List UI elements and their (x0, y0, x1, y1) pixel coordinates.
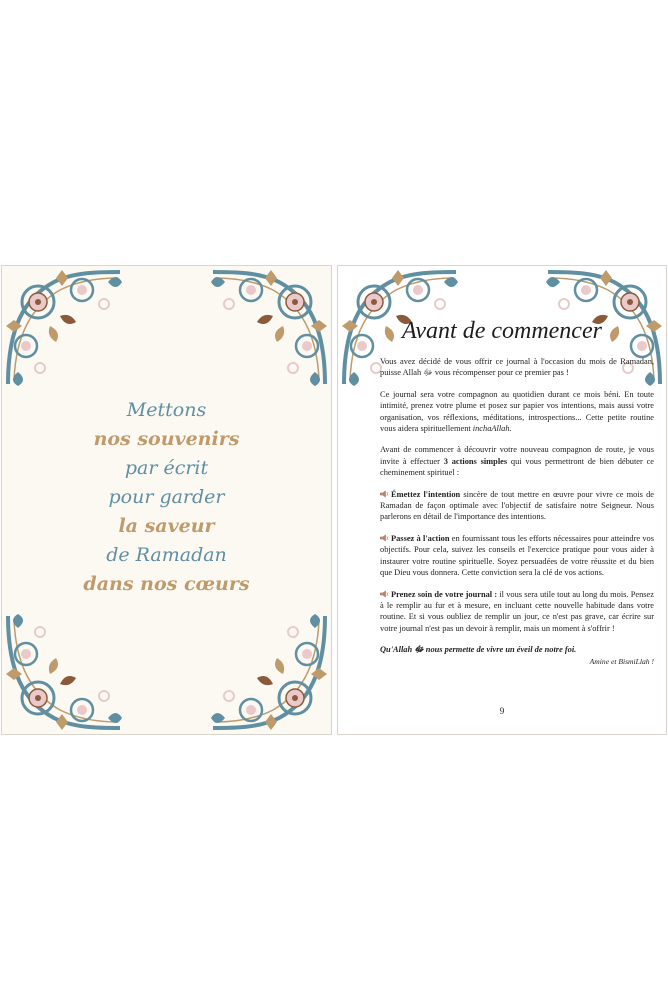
quote-line: par écrit (124, 457, 209, 479)
speaker-icon (380, 490, 389, 498)
ornament-corner-bottom-left (4, 612, 124, 732)
quote-line: pour garder (108, 486, 225, 508)
paragraph-companion: Ce journal sera votre compagnon au quotidien durant ce mois béni. En toute intimité, prenez votre plume et posez sur papier vos intentions, mais aussi votre organisation, vos réflexions, méditations, introspections... Cette petite routine vous aidera spirituellement inchaAllah. (380, 389, 654, 434)
action-item: Émettez l'intention sincère de tout mettre en œuvre pour vivre ce mois de Ramadan de façon optimale avec l'objectif de satisfaire notre Seigneur. Nous parlerons en détail de l'importance des intentions. (380, 489, 654, 522)
right-page (337, 265, 667, 735)
action-item: Passez à l'action en fournissant tous les efforts nécessaires pour atteindre vos objectifs. Pour cela, suivez les conseils et l'exercice pratique pour vous aider à instaurer votre routine spirituelle. Soyez persuadées de votre réussite et du bien que Dieu vous donnera. Cette conviction sera la clé de vos actions. (380, 533, 655, 578)
prayer-line: Qu'Allah ﷻ nous permette de vivre un éveil de notre foi. (380, 645, 577, 655)
left-page (1, 265, 332, 735)
ornament-corner-bottom-right (209, 612, 329, 732)
quote-block (2, 396, 331, 599)
quote-line: dans nos cœurs (83, 573, 250, 595)
quote-line: de Ramadan (106, 544, 227, 566)
body-text (380, 356, 654, 667)
closing-line: Amine et BismiLlah ! (589, 656, 654, 666)
ornament-corner-top-left (4, 268, 124, 388)
page-number: 9 (499, 706, 505, 716)
action-item: Prenez soin de votre journal : il vous sera utile tout au long du mois. Pensez à le remplir au fur et à mesure, en incluant cette nouvelle habitude dans votre routine. Et si vous oubliez de remplir un jour, ce n'est pas grave, car écrire sur votre journal n'est pas un devoir à remplir, mais un moment à s'offrir ! (380, 589, 654, 633)
ornament-corner-top-right (209, 268, 329, 388)
speaker-icon (380, 534, 389, 542)
paragraph-intro: Vous avez décidé de vous offrir ce journal à l'occasion du mois de Ramadan, puisse Allah ﷻ vous récompenser pour ce premier pas ! (380, 357, 654, 378)
page-title: Avant de commencer (402, 318, 602, 344)
paragraph-invitation: Avant de commencer à découvrir votre nouveau compagnon de route, je vous invite à effectuer 3 actions simples qui vous permettront de bien débuter ce cheminement spirituel : (380, 445, 655, 478)
quote-line: Mettons (126, 399, 207, 421)
quote-line: nos souvenirs (93, 428, 240, 450)
speaker-icon (380, 590, 389, 598)
quote-line: la saveur (118, 515, 215, 537)
